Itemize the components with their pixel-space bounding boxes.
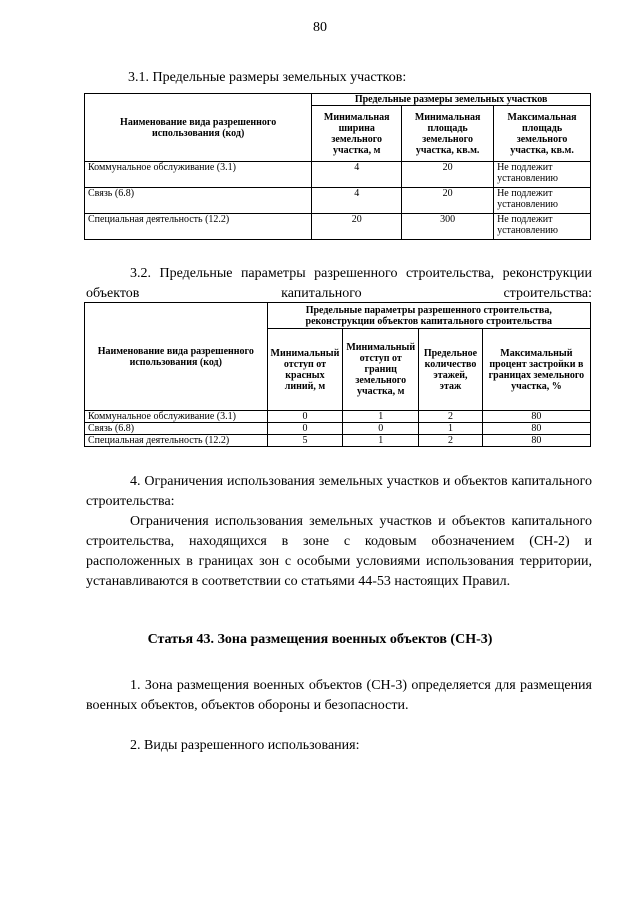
- sub-header: Минимальный отступ от границ земельного участка, м: [343, 329, 419, 411]
- cell: 20: [312, 214, 402, 240]
- table-row: [85, 423, 591, 435]
- cell: Не подлежит установлению: [494, 188, 591, 214]
- cell: 300: [402, 214, 494, 240]
- row-name: Коммунальное обслуживание (3.1): [85, 162, 312, 188]
- sub-header: Максимальная площадь земельного участка, кв.м.: [494, 106, 591, 162]
- row-name: Специальная деятельность (12.2): [85, 214, 312, 240]
- sub-header: Минимальная ширина земельного участка, м: [312, 106, 402, 162]
- cell: 1: [343, 435, 419, 447]
- table-row: [85, 435, 591, 447]
- cell: 0: [267, 411, 343, 423]
- row-name: Коммунальное обслуживание (3.1): [85, 411, 268, 423]
- sub-header: Минимальный отступ от красных линий, м: [267, 329, 343, 411]
- name-header: Наименование вида разрешенного использования (код): [85, 94, 312, 162]
- section-title-limits: 3.1. Предельные размеры земельных участков:: [128, 70, 407, 85]
- cell: 4: [312, 162, 402, 188]
- row-name: Связь (6.8): [85, 188, 312, 214]
- name-header: Наименование вида разрешенного использования (код): [85, 303, 268, 411]
- sub-header: Предельное количество этажей, этаж: [419, 329, 483, 411]
- cell: 80: [482, 411, 590, 423]
- cell: 0: [267, 423, 343, 435]
- row-name: Специальная деятельность (12.2): [85, 435, 268, 447]
- page-number: 80: [313, 20, 327, 35]
- article-paragraph-2: 2. Виды разрешенного использования:: [130, 738, 360, 753]
- limits-table: [84, 93, 591, 240]
- restrictions-paragraph: Ограничения использования земельных участков и объектов капитального строительства, находящихся в зоне с кодовым обозначением (СН-2) и расположенных в границах зон с особыми условиями использования территории, устанавливаются в соответствии со статьями 44-53 настоящих Правил.: [86, 514, 592, 589]
- cell: Не подлежит установлению: [494, 162, 591, 188]
- sub-header: Минимальная площадь земельного участка, кв.м.: [402, 106, 494, 162]
- cell: 80: [482, 423, 590, 435]
- cell: Не подлежит установлению: [494, 214, 591, 240]
- section-title-restrictions: 4. Ограничения использования земельных участков и объектов капитального строительства:: [86, 474, 592, 509]
- section-title-params: 3.2. Предельные параметры разрешенного строительства, реконструкции объектов капитального строительства:: [86, 266, 592, 301]
- group-header: Предельные параметры разрешенного строительства, реконструкции объектов капитального строительства: [267, 303, 590, 329]
- cell: 20: [402, 188, 494, 214]
- sub-header: Максимальный процент застройки в границах земельного участка, %: [482, 329, 590, 411]
- params-table: [84, 302, 591, 447]
- article-heading: Статья 43. Зона размещения военных объектов (СН-3): [147, 632, 493, 647]
- cell: 2: [419, 411, 483, 423]
- cell: 20: [402, 162, 494, 188]
- cell: 4: [312, 188, 402, 214]
- table-row: [85, 188, 591, 214]
- table-row: [85, 162, 591, 188]
- article-paragraph-1: 1. Зона размещения военных объектов (СН-3) определяется для размещения военных объектов, объектов обороны и безопасности.: [86, 678, 592, 713]
- group-header: Предельные размеры земельных участков: [312, 94, 591, 106]
- table-row: [85, 411, 591, 423]
- cell: 1: [419, 423, 483, 435]
- cell: 1: [343, 411, 419, 423]
- row-name: Связь (6.8): [85, 423, 268, 435]
- cell: 5: [267, 435, 343, 447]
- cell: 0: [343, 423, 419, 435]
- cell: 80: [482, 435, 590, 447]
- table-row: [85, 214, 591, 240]
- cell: 2: [419, 435, 483, 447]
